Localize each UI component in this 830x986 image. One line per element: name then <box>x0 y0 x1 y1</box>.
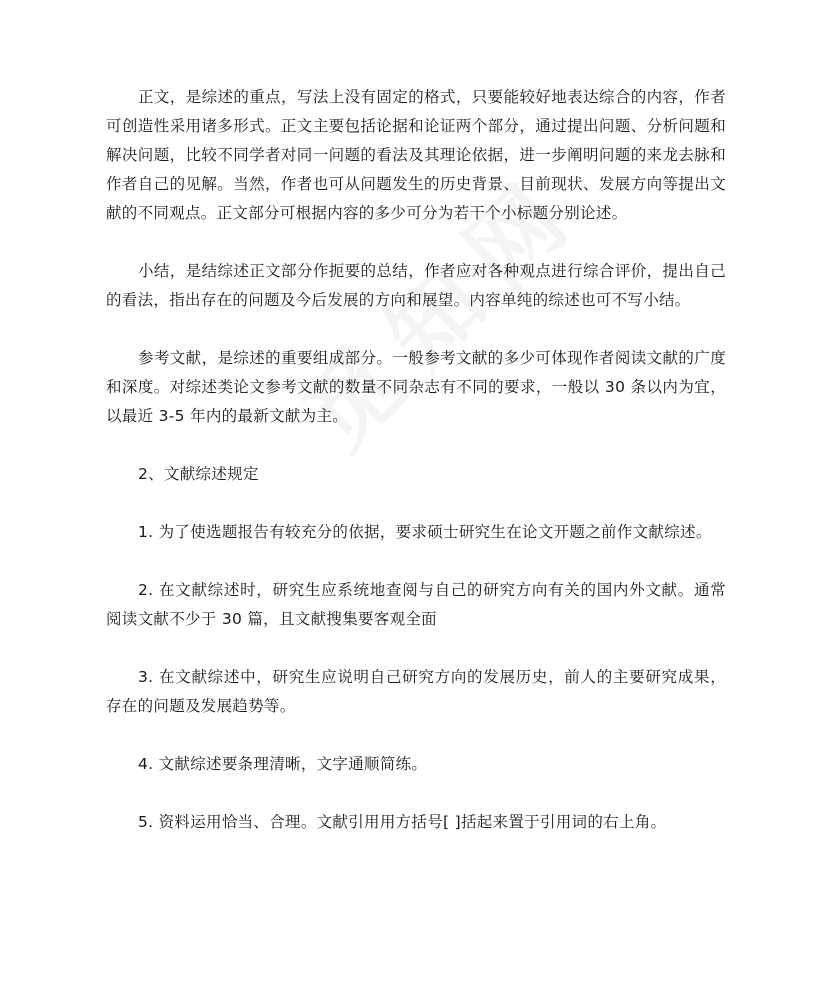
document-body <box>106 83 726 837</box>
paragraph-references: 参考文献，是综述的重要组成部分。一般参考文献的多少可体现作者阅读文献的广度和深度。对综述类论文参考文献的数量不同杂志有不同的要求，一般以 30 条以内为宜，以最近 3-5 年内的最新文献为主。 <box>106 349 726 425</box>
rule-item-3: 3. 在文献综述中，研究生应说明自己研究方向的发展历史，前人的主要研究成果，存在的问题及发展趋势等。 <box>106 668 726 715</box>
paragraph-body: 正文，是综述的重点，写法上没有固定的格式，只要能较好地表达综合的内容，作者可创造性采用诸多形式。正文主要包括论据和论证两个部分，通过提出问题、分析问题和解决问题，比较不同学者对同一问题的看法及其理论依据，进一步阐明问题的来龙去脉和作者自己的见解。当然，作者也可从问题发生的历史背景、目前现状、发展方向等提出文献的不同观点。正文部分可根据内容的多少可分为若干个小标题分别论述。 <box>106 88 726 222</box>
rule-item-5: 5. 资料运用恰当、合理。文献引用用方括号[ ]括起来置于引用词的右上角。 <box>138 813 667 831</box>
rule-item-2: 2. 在文献综述时，研究生应系统地查阅与自己的研究方向有关的国内外文献。通常阅读文献不少于 30 篇，且文献搜集要客观全面 <box>106 581 726 628</box>
section-heading: 2、文献综述规定 <box>138 465 259 483</box>
paragraph-summary: 小结，是结综述正文部分作扼要的总结，作者应对各种观点进行综合评价，提出自己的看法，指出存在的问题及今后发展的方向和展望。内容单纯的综述也可不写小结。 <box>106 262 726 309</box>
rule-item-1: 1. 为了使选题报告有较充分的依据，要求硕士研究生在论文开题之前作文献综述。 <box>138 523 712 541</box>
rule-item-4: 4. 文献综述要条理清晰，文字通顺简练。 <box>138 755 428 773</box>
